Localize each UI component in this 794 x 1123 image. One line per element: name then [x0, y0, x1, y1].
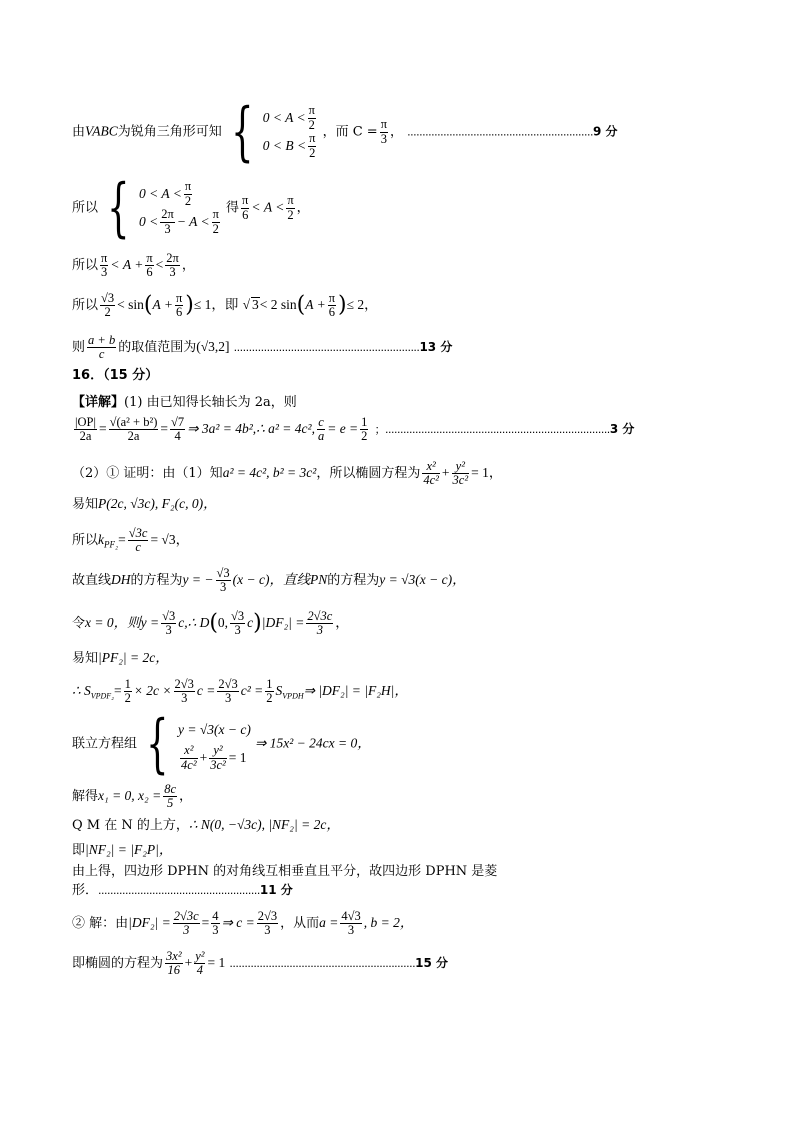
dot-leader: .............................................................. [407, 125, 593, 139]
line-nf2 [72, 843, 172, 857]
math: ⇒ 15x² − 24cx = 0， [255, 735, 371, 751]
frac-num: π [380, 117, 387, 132]
frac-num: √3 [162, 609, 176, 623]
frac-num: y² [209, 744, 227, 758]
text: 由 [72, 124, 86, 140]
line-solve-c [72, 910, 413, 937]
frac-num: π [146, 251, 153, 265]
line-eccentricity: $\frac{|OP|}{2a}$ = $\frac{\text{√(a² + b²)}}{2a}$ = $\frac{√7}{4}$ ⇒ 3a² = 4b²,∴ a² = 4c², $\frac{c}{a}$ = e = $\frac{1}{2}$ ；...........................................................................3 分 [75, 415, 635, 444]
dot-leader: ...................................................... [98, 884, 260, 897]
score-mark: 11 分 [259, 883, 293, 897]
text: 易知 [72, 651, 99, 666]
line-area [72, 678, 408, 705]
math: y = √3(x − c)， [379, 572, 466, 588]
text: (1) 由已知得长轴长为 2a，则 [124, 395, 297, 410]
frac-den: 3 [380, 131, 387, 146]
frac-den: 2 [266, 691, 273, 706]
frac-den: 2 [212, 221, 219, 236]
frac-den: 6 [328, 305, 335, 320]
frac-num: 2π [161, 207, 174, 222]
inequality-system [139, 180, 222, 236]
math: x = 0，则 [85, 615, 141, 631]
line-sin-bound: 所以 $\frac{√3}{2}$ < sin(A + $\frac{\pi}{6}$ )≤ 1，即 √ 3< 2 sin(A + $\frac{\pi}{6}$ )≤ 2， [72, 291, 378, 320]
frac-den: 4 [174, 429, 181, 444]
math: y = [140, 615, 160, 631]
math: VABC [85, 123, 118, 139]
math: ∴ S [72, 683, 91, 699]
math: < 2 sin [259, 297, 297, 313]
math: × 2c × [133, 683, 172, 699]
math: = √3， [150, 532, 190, 548]
math: ， [335, 615, 349, 631]
text: 联立方程组 [72, 736, 138, 752]
frac-den: 4 [196, 963, 203, 978]
text: 的方程为 [327, 573, 380, 589]
frac-num: √3 [231, 609, 245, 623]
frac-den: a [317, 429, 325, 444]
line-rhombus-end [72, 884, 293, 897]
line-lines [72, 567, 466, 594]
line-point-n [72, 818, 340, 832]
math: |DF₂| = [128, 915, 171, 931]
math: |NF₂| = |F₂P|， [85, 842, 173, 857]
math: a = [319, 915, 339, 931]
frac-den: 3 [212, 923, 219, 938]
text: 即 [72, 843, 86, 858]
frac-den: c [135, 540, 141, 555]
frac-den: 3c² [452, 473, 469, 488]
frac-num: π [184, 179, 192, 194]
question-heading: 16．（15 分） [72, 368, 159, 383]
frac-den: 3 [165, 623, 172, 638]
frac-num: x² [422, 460, 440, 474]
math: < A < [251, 199, 285, 215]
brace: { [107, 171, 130, 245]
dot-leader: .............................................................. [229, 957, 416, 971]
math: (x − c)，直线 [232, 572, 310, 588]
frac-den: 3 [234, 623, 241, 638]
math: |DF₂| = [261, 615, 305, 631]
line-value-range [72, 334, 452, 361]
text: 得 [226, 200, 240, 216]
math: , b = 2， [363, 915, 414, 931]
frac-num: π [287, 193, 294, 208]
frac-den: 3 [219, 580, 227, 595]
dot-leader: ；........................................................................... [374, 423, 610, 437]
frac-den: 2 [361, 429, 368, 444]
frac-num: √7 [171, 415, 185, 429]
frac-den: 16 [167, 963, 181, 978]
score-mark: 13 分 [419, 340, 453, 355]
frac-num: x² [180, 744, 198, 758]
math: (√3,2] [196, 339, 230, 355]
math: 0 < A < [262, 109, 306, 125]
math: c [247, 615, 254, 631]
frac-den: 3 [164, 221, 171, 236]
math: ⇒ 3a² = 4b²,∴ a² = 4c², [187, 421, 315, 437]
frac-den: 2 [124, 691, 131, 706]
frac-num: 2π [166, 251, 179, 265]
math: = 1 [228, 749, 247, 765]
math: A + [152, 297, 173, 313]
line-range-a [72, 171, 310, 245]
math: = 1， [471, 465, 503, 481]
frac-den: 6 [242, 207, 249, 222]
math: |PF₂| = 2c， [98, 650, 169, 665]
frac-num: π [175, 291, 183, 305]
frac-den: 3 [347, 923, 355, 938]
math: ≤ 2， [346, 297, 378, 313]
math: < A + [110, 257, 144, 273]
frac-num: 3x² [166, 949, 182, 963]
math: c = [196, 683, 216, 699]
math: 0, [217, 615, 229, 631]
math: ⇒ c = [221, 915, 255, 931]
frac-num: π [212, 207, 219, 222]
text: ， [390, 124, 404, 140]
frac-num: √3c [128, 526, 148, 540]
frac-den: 3 [101, 265, 108, 280]
text: 则 [72, 340, 86, 356]
frac-num: π [309, 131, 316, 146]
frac-den: 3 [169, 265, 176, 280]
frac-den: 3c² [210, 757, 226, 772]
math: PN [309, 572, 328, 588]
text: 形． [72, 883, 99, 898]
text: 所以 [72, 298, 99, 314]
frac-den: 2a [127, 429, 140, 444]
frac-num: √(a² + b²) [109, 415, 158, 429]
frac-num: y² [452, 460, 470, 474]
score-mark: 9 分 [592, 124, 618, 139]
math: − A < [176, 213, 210, 229]
frac-den: 2a [79, 429, 92, 444]
line-roots [72, 783, 193, 810]
frac-num: 2√3c [173, 909, 199, 923]
inequality-system [263, 104, 319, 160]
math: S [275, 683, 283, 699]
frac-num: π [308, 103, 315, 118]
line-point-d: 令x = 0，则y = $\frac{√3}{3}$ c,∴ D(0, $\frac{√3}{3}$ c)|DF₂| = $\frac{2√3c}{3}$ ， [72, 609, 349, 638]
text: 所以 [72, 200, 99, 216]
math: ， [179, 788, 193, 804]
text: ，从而 [280, 916, 320, 932]
text: 即椭圆的方程为 [72, 956, 164, 972]
frac-num: c [318, 415, 324, 429]
frac-den: 4c² [423, 473, 439, 488]
math: 0 < [139, 213, 159, 229]
text: 解得 [72, 789, 99, 805]
math: 3 [252, 297, 259, 313]
frac-num: 2√3 [257, 909, 278, 923]
frac-den: 2 [309, 145, 316, 160]
line-pf2 [72, 651, 169, 665]
frac-den: 3 [224, 691, 232, 706]
math: k [98, 532, 105, 548]
frac-num: 8c [164, 782, 177, 796]
line-slope: 所以$k_{PF_2}=$ $\frac{√3c}{c}$ = √3， [72, 526, 190, 555]
frac-num: 4 [212, 909, 219, 923]
frac-num: √3 [216, 566, 230, 580]
frac-num: 1 [266, 677, 273, 691]
frac-num: 1 [361, 415, 368, 429]
text: （2）① 证明：由（1）知 [72, 466, 223, 482]
math: c,∴ D [178, 615, 210, 631]
frac-den: 6 [146, 265, 153, 280]
frac-num: π [101, 251, 108, 265]
math: 0 < B < [262, 137, 307, 153]
math: ≤ 1，即 [193, 297, 239, 313]
frac-den: 2 [104, 305, 111, 320]
math: ⇒ |DF₂| = |F₂H|， [303, 683, 408, 699]
math: c² = [240, 683, 264, 699]
frac-den: 6 [176, 305, 183, 320]
line-detail [72, 396, 297, 409]
text: 的取值范围为 [118, 340, 197, 356]
text: ，而 C = [322, 124, 378, 140]
detail-tag: 【详解】 [72, 395, 125, 410]
math: < sin [117, 297, 144, 313]
frac-den: 2 [184, 193, 192, 208]
math: ∴ N(0, −√3c), |NF₂| = 2c， [188, 817, 340, 832]
line-range-a-plus [72, 252, 195, 279]
text: ，所以椭圆方程为 [316, 466, 421, 482]
brace: { [231, 95, 254, 169]
line-final-ellipse: 即椭圆的方程为 $\frac{\text{3x²}}{16}$ + $\frac{\text{y²}}{4}$ = 1 ..............................................................15 分 [72, 949, 449, 978]
text: ， [296, 200, 310, 216]
text: 易知 [72, 497, 99, 512]
math: 0 < A < [139, 185, 182, 201]
frac-num: 4√3 [341, 909, 361, 923]
line-rhombus: 由上得，四边形 DPHN 的对角线互相垂直且平分，故四边形 DPHN 是菱 [72, 864, 498, 879]
math: A + [305, 297, 326, 313]
text: ② 解：由 [72, 916, 129, 932]
math: < [155, 257, 164, 273]
math: x₁ = 0, x₂ = [98, 788, 162, 804]
math: = [113, 683, 122, 699]
equation-system: y = √3(x − c) $\frac{\text{x²}}{\text{4c²}}$ + $\frac{\text{y²}}{\text{3c²}}$ = 1 [178, 721, 251, 772]
frac-num: 2√3 [174, 677, 194, 691]
math: DH [111, 572, 131, 588]
text: 令 [72, 616, 86, 632]
math-sub: VPDF₂ [90, 691, 114, 701]
frac-num: √3 [101, 291, 115, 305]
math-sub: PF₂ [104, 539, 119, 550]
frac-den: 5 [167, 796, 174, 811]
text: ， [181, 258, 195, 274]
frac-den: 2 [308, 117, 315, 132]
math: a² = 4c², b² = 3c² [222, 465, 317, 481]
text: 故直线 [72, 573, 112, 589]
math: = [201, 915, 210, 931]
math: y = − [182, 572, 214, 588]
line-system [72, 707, 371, 781]
frac-num: y² [195, 949, 205, 963]
text: 的方程为 [130, 573, 183, 589]
frac-den: 3 [183, 923, 190, 938]
frac-den: 3 [264, 923, 271, 938]
text: 所以 [72, 533, 99, 549]
line-acute-triangle [72, 95, 618, 169]
line-ellipse-eq: （2）① 证明：由（1）知a² = 4c², b² = 3c²，所以椭圆方程为 $\frac{\text{x²}}{\text{4c²}}$ + $\frac{\text{y²}}{\text{3c²}}$ = 1， [72, 459, 503, 488]
frac-den: 4c² [181, 757, 197, 772]
frac-num: π [242, 193, 249, 208]
text: 所以 [72, 258, 99, 274]
line-points [72, 497, 217, 511]
frac-num: a + b [88, 333, 116, 347]
frac-num: |OP| [75, 415, 96, 429]
frac-den: 3 [181, 691, 188, 706]
math: = e = [327, 421, 359, 437]
frac-num: 2√3c [307, 609, 333, 623]
frac-den: 3 [316, 623, 323, 638]
text: 为锐角三角形可知 [117, 124, 222, 140]
frac-num: π [328, 291, 336, 305]
math: P(2c, √3c), F₂(c, 0)， [98, 496, 217, 511]
brace: { [146, 707, 169, 781]
score-mark: 3 分 [609, 422, 635, 437]
frac-num: 2√3 [218, 677, 238, 691]
math-sub: VPDH [282, 691, 304, 701]
frac-den: c [98, 347, 105, 362]
math: = 1 [207, 955, 226, 971]
dot-leader: .............................................................. [233, 341, 420, 355]
score-mark: 15 分 [415, 956, 449, 971]
text: Q M 在 N 的上方， [72, 818, 189, 833]
frac-den: 2 [287, 207, 294, 222]
math: y = √3(x − c) [178, 721, 251, 737]
frac-num: 1 [124, 677, 131, 691]
